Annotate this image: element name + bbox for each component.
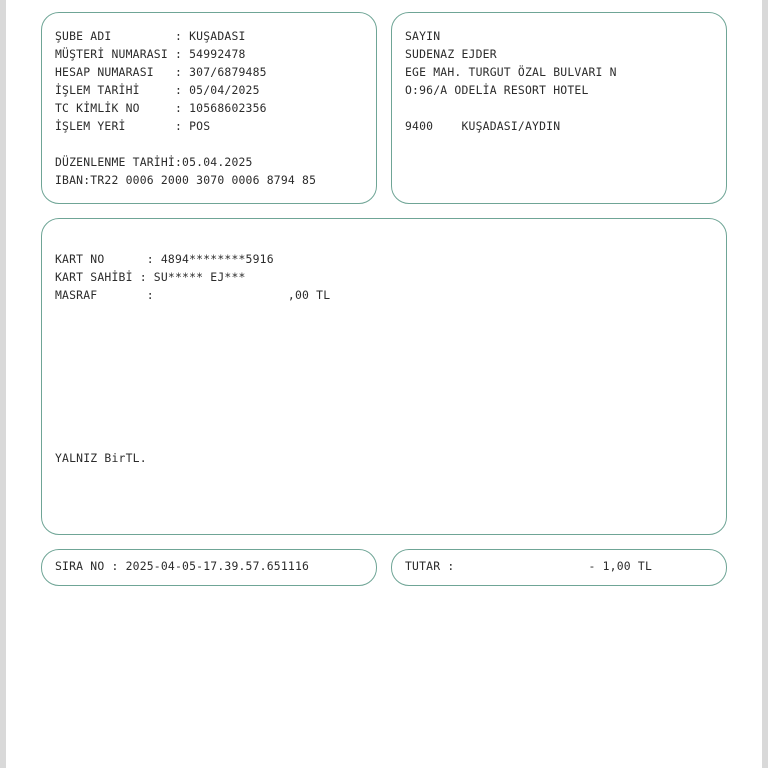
transaction-date-line: İŞLEM TARİHİ : 05/04/2025	[55, 83, 260, 97]
iban-line: IBAN:TR22 0006 2000 3070 0006 8794 85	[55, 173, 317, 187]
branch-name-line: ŞUBE ADI : KUŞADASI	[55, 29, 246, 43]
account-number-line: HESAP NUMARASI : 307/6879485	[55, 65, 267, 79]
issue-date-line: DÜZENLENME TARİHİ:05.04.2025	[55, 155, 253, 169]
transaction-place-line: İŞLEM YERİ : POS	[55, 119, 211, 133]
sequence-number-line: SIRA NO : 2025-04-05-17.39.57.651116	[55, 559, 310, 573]
address-line-1: EGE MAH. TURGUT ÖZAL BULVARI N	[405, 65, 617, 79]
card-holder-line: KART SAHİBİ : SU***** EJ***	[55, 270, 246, 284]
address-line-2: O:96/A ODELİA RESORT HOTEL	[405, 83, 589, 97]
fee-line: MASRAF : ,00 TL	[55, 288, 331, 302]
salutation: SAYIN	[405, 29, 441, 43]
postal-city-line: 9400 KUŞADASI/AYDIN	[405, 119, 561, 133]
recipient-box	[391, 12, 727, 204]
recipient-name: SUDENAZ EJDER	[405, 47, 497, 61]
tc-id-number-line: TC KİMLİK NO : 10568602356	[55, 101, 267, 115]
card-number-line: KART NO : 4894********5916	[55, 252, 274, 266]
total-amount-line: TUTAR : - 1,00 TL	[405, 559, 653, 573]
amount-in-words: YALNIZ BirTL.	[55, 451, 147, 465]
customer-number-line: MÜŞTERİ NUMARASI : 54992478	[55, 47, 246, 61]
